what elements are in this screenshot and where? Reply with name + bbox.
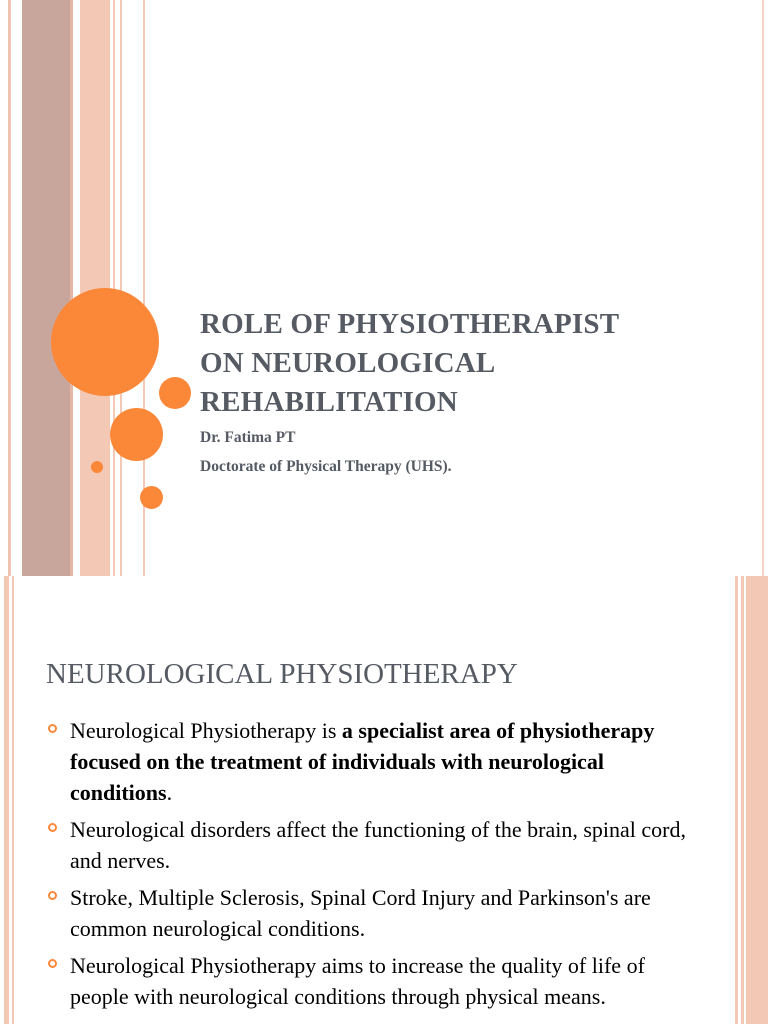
title-line: ROLE OF PHYSIOTHERAPIST — [200, 308, 620, 340]
presenter-name: Dr. Fatima PT — [200, 429, 296, 446]
ring-bullet-icon — [48, 959, 57, 968]
bullet-text: Stroke, Multiple Sclerosis, Spinal Cord Injury and Parkinson's are common neurological conditions. — [70, 885, 651, 941]
small-circle-decoration — [159, 377, 191, 409]
list-item — [46, 882, 706, 944]
bullet-text: Neurological Physiotherapy aims to increase the quality of life of people with neurological conditions through physical means. — [70, 953, 645, 1009]
stripe-right-1 — [735, 576, 738, 1024]
stripe-thin — [70, 0, 73, 576]
stripe-left-edge — [4, 576, 9, 1024]
stripe-wide — [22, 0, 70, 576]
small-circle-decoration-2 — [140, 486, 163, 509]
list-item — [46, 814, 706, 876]
medium-circle-decoration — [110, 408, 163, 461]
slide-heading: NEUROLOGICAL PHYSIOTHERAPY — [46, 658, 518, 690]
bullet-emphasis: a specialist area of physiotherapy focused on the treatment of individuals with neurological conditions — [70, 718, 655, 805]
bullet-text: Neurological disorders affect the functioning of the brain, spinal cord, and nerves. — [70, 817, 687, 873]
ring-bullet-icon — [48, 724, 57, 733]
title-line: REHABILITATION — [200, 386, 458, 418]
bullet-tail: . — [166, 780, 173, 805]
list-item — [46, 715, 706, 808]
title-line: ON NEUROLOGICAL — [200, 347, 496, 379]
stripe-line-2 — [120, 0, 122, 576]
stripe-right-2 — [741, 576, 744, 1024]
ring-bullet-icon — [48, 891, 57, 900]
list-item — [46, 950, 706, 1012]
large-circle-decoration — [51, 288, 159, 396]
bullet-lead: Neurological Physiotherapy is — [70, 718, 342, 743]
stripe-edge — [8, 0, 11, 576]
stripe-right-edge — [762, 0, 764, 576]
stripe-left-thin — [12, 576, 14, 1024]
ring-bullet-icon — [48, 823, 57, 832]
stripe-right-wide — [746, 576, 768, 1024]
presenter-credential: Doctorate of Physical Therapy (UHS). — [200, 458, 452, 475]
bullet-list — [46, 715, 706, 1018]
tiny-circle-decoration — [91, 461, 103, 473]
slide-title — [200, 305, 740, 422]
